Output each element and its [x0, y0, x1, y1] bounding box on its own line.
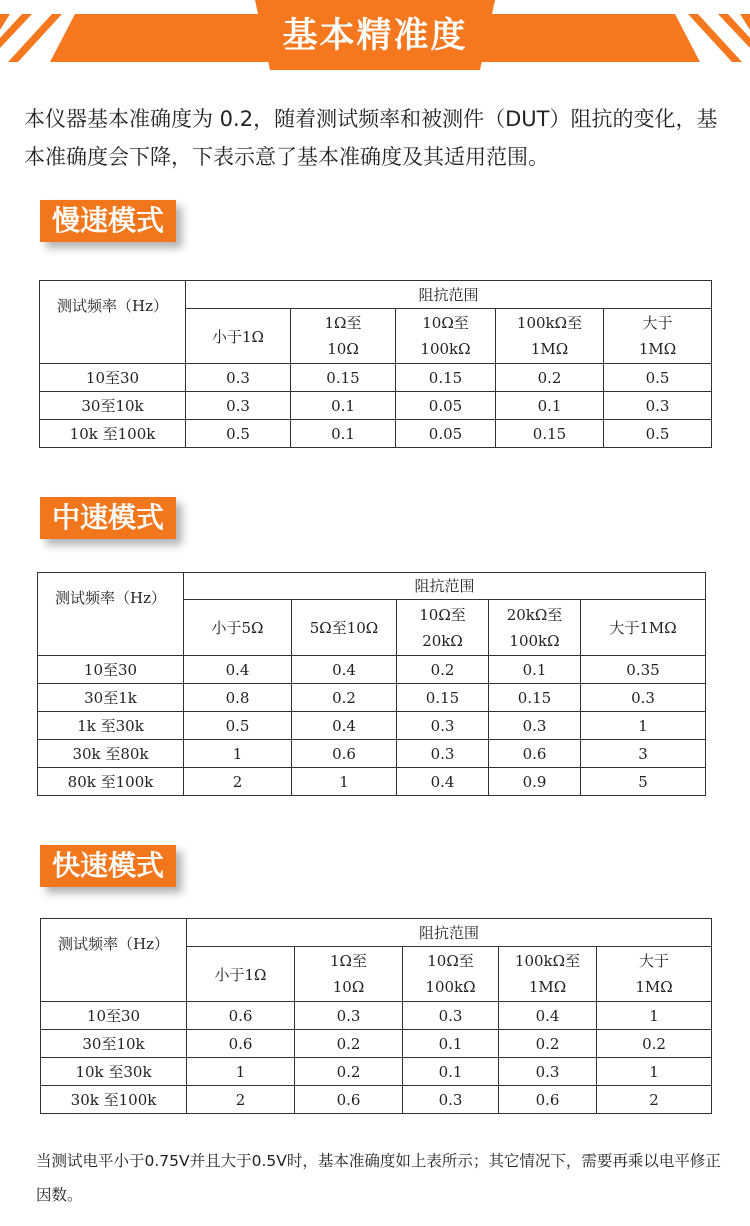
- value-cell: 0.3: [295, 1002, 403, 1030]
- value-cell: 0.3: [581, 684, 706, 712]
- column-header: 5Ω至10Ω: [292, 600, 397, 656]
- value-cell: 0.3: [403, 1002, 499, 1030]
- footnote: 当测试电平小于0.75V并且大于0.5V时，基本准确度如上表所示；其它情况下，需要再乘以电平修正因数。: [36, 1152, 721, 1204]
- column-header: 10Ω至 100kΩ: [396, 309, 496, 364]
- value-cell: 1: [597, 1058, 712, 1086]
- value-cell: 0.9: [489, 768, 581, 796]
- value-cell: 1: [187, 1058, 295, 1086]
- fast-mode-table: [40, 918, 712, 1114]
- column-header: 小于1Ω: [187, 947, 295, 1002]
- value-cell: 3: [581, 740, 706, 768]
- value-cell: 0.3: [186, 364, 291, 392]
- column-header: 20kΩ至 100kΩ: [489, 600, 581, 656]
- value-cell: 1: [581, 712, 706, 740]
- freq-header: 测试频率（Hz）: [41, 919, 187, 1002]
- fast-mode-label: 快速模式: [40, 845, 176, 887]
- value-cell: 0.3: [397, 740, 489, 768]
- value-cell: 0.3: [499, 1058, 597, 1086]
- column-header: 大于 1MΩ: [604, 309, 712, 364]
- column-header: 100kΩ至 1MΩ: [499, 947, 597, 1002]
- freq-cell: 10至30: [38, 656, 184, 684]
- table-row: [38, 684, 706, 712]
- value-cell: 0.3: [186, 392, 291, 420]
- freq-cell: 10至30: [41, 1002, 187, 1030]
- freq-header: 测试频率（Hz）: [38, 573, 184, 656]
- value-cell: 0.6: [187, 1002, 295, 1030]
- freq-cell: 30至10k: [41, 1030, 187, 1058]
- value-cell: 0.1: [291, 420, 396, 448]
- value-cell: 0.15: [396, 364, 496, 392]
- value-cell: 0.1: [403, 1030, 499, 1058]
- column-header: 10Ω至 20kΩ: [397, 600, 489, 656]
- value-cell: 0.4: [292, 656, 397, 684]
- value-cell: 0.35: [581, 656, 706, 684]
- value-cell: 0.2: [496, 364, 604, 392]
- medium-mode-label: 中速模式: [40, 497, 176, 539]
- freq-cell: 30k 至80k: [38, 740, 184, 768]
- value-cell: 0.15: [496, 420, 604, 448]
- column-header: 10Ω至 100kΩ: [403, 947, 499, 1002]
- table-row: [40, 392, 712, 420]
- value-cell: 0.6: [187, 1030, 295, 1058]
- freq-cell: 30至1k: [38, 684, 184, 712]
- table-row: [38, 656, 706, 684]
- value-cell: 0.5: [604, 364, 712, 392]
- column-header: 1Ω至 10Ω: [291, 309, 396, 364]
- value-cell: 0.6: [499, 1086, 597, 1114]
- column-header: 小于5Ω: [184, 600, 292, 656]
- impedance-header: 阻抗范围: [186, 281, 712, 309]
- page-title: 基本精准度: [282, 16, 468, 56]
- table-row: [40, 364, 712, 392]
- medium-mode-table: [37, 572, 706, 796]
- value-cell: 0.2: [292, 684, 397, 712]
- value-cell: 0.1: [403, 1058, 499, 1086]
- value-cell: 0.3: [403, 1086, 499, 1114]
- freq-cell: 30至10k: [40, 392, 186, 420]
- value-cell: 0.1: [291, 392, 396, 420]
- title-banner: [0, 0, 750, 75]
- freq-cell: 80k 至100k: [38, 768, 184, 796]
- value-cell: 0.1: [496, 392, 604, 420]
- value-cell: 0.15: [291, 364, 396, 392]
- freq-cell: 10至30: [40, 364, 186, 392]
- value-cell: 1: [597, 1002, 712, 1030]
- slow-mode-label: 慢速模式: [40, 200, 176, 242]
- value-cell: 5: [581, 768, 706, 796]
- value-cell: 0.2: [499, 1030, 597, 1058]
- freq-cell: 1k 至30k: [38, 712, 184, 740]
- column-header: 大于 1MΩ: [597, 947, 712, 1002]
- table-row: [38, 712, 706, 740]
- slow-mode-table: [39, 280, 712, 448]
- value-cell: 0.4: [184, 656, 292, 684]
- table-header-row: [38, 573, 706, 600]
- value-cell: 0.3: [489, 712, 581, 740]
- value-cell: 0.5: [186, 420, 291, 448]
- value-cell: 0.15: [489, 684, 581, 712]
- table-row: [38, 740, 706, 768]
- value-cell: 0.2: [295, 1058, 403, 1086]
- value-cell: 0.5: [604, 420, 712, 448]
- value-cell: 0.6: [489, 740, 581, 768]
- value-cell: 0.4: [397, 768, 489, 796]
- value-cell: 0.6: [292, 740, 397, 768]
- value-cell: 0.05: [396, 392, 496, 420]
- value-cell: 0.1: [489, 656, 581, 684]
- value-cell: 2: [187, 1086, 295, 1114]
- value-cell: 0.2: [295, 1030, 403, 1058]
- column-header: 1Ω至 10Ω: [295, 947, 403, 1002]
- table-row: [41, 1058, 712, 1086]
- value-cell: 1: [292, 768, 397, 796]
- table-header-row: [41, 919, 712, 947]
- value-cell: 0.3: [604, 392, 712, 420]
- value-cell: 0.2: [397, 656, 489, 684]
- impedance-header: 阻抗范围: [187, 919, 712, 947]
- freq-cell: 30k 至100k: [41, 1086, 187, 1114]
- table-row: [38, 768, 706, 796]
- value-cell: 0.5: [184, 712, 292, 740]
- freq-header: 测试频率（Hz）: [40, 281, 186, 364]
- value-cell: 0.15: [397, 684, 489, 712]
- freq-cell: 10k 至100k: [40, 420, 186, 448]
- value-cell: 1: [184, 740, 292, 768]
- value-cell: 2: [184, 768, 292, 796]
- impedance-header: 阻抗范围: [184, 573, 706, 600]
- table-row: [41, 1086, 712, 1114]
- value-cell: 0.05: [396, 420, 496, 448]
- value-cell: 0.2: [597, 1030, 712, 1058]
- value-cell: 0.3: [397, 712, 489, 740]
- value-cell: 0.8: [184, 684, 292, 712]
- intro-paragraph: 本仪器基本准确度为 0.2，随着测试频率和被测件（DUT）阻抗的变化，基本准确度会下降，下表示意了基本准确度及其适用范围。: [24, 107, 718, 169]
- value-cell: 0.4: [499, 1002, 597, 1030]
- table-row: [41, 1002, 712, 1030]
- value-cell: 0.4: [292, 712, 397, 740]
- value-cell: 2: [597, 1086, 712, 1114]
- table-row: [40, 420, 712, 448]
- table-header-row: [40, 281, 712, 309]
- value-cell: 0.6: [295, 1086, 403, 1114]
- freq-cell: 10k 至30k: [41, 1058, 187, 1086]
- table-row: [41, 1030, 712, 1058]
- column-header: 小于1Ω: [186, 309, 291, 364]
- column-header: 大于1MΩ: [581, 600, 706, 656]
- column-header: 100kΩ至 1MΩ: [496, 309, 604, 364]
